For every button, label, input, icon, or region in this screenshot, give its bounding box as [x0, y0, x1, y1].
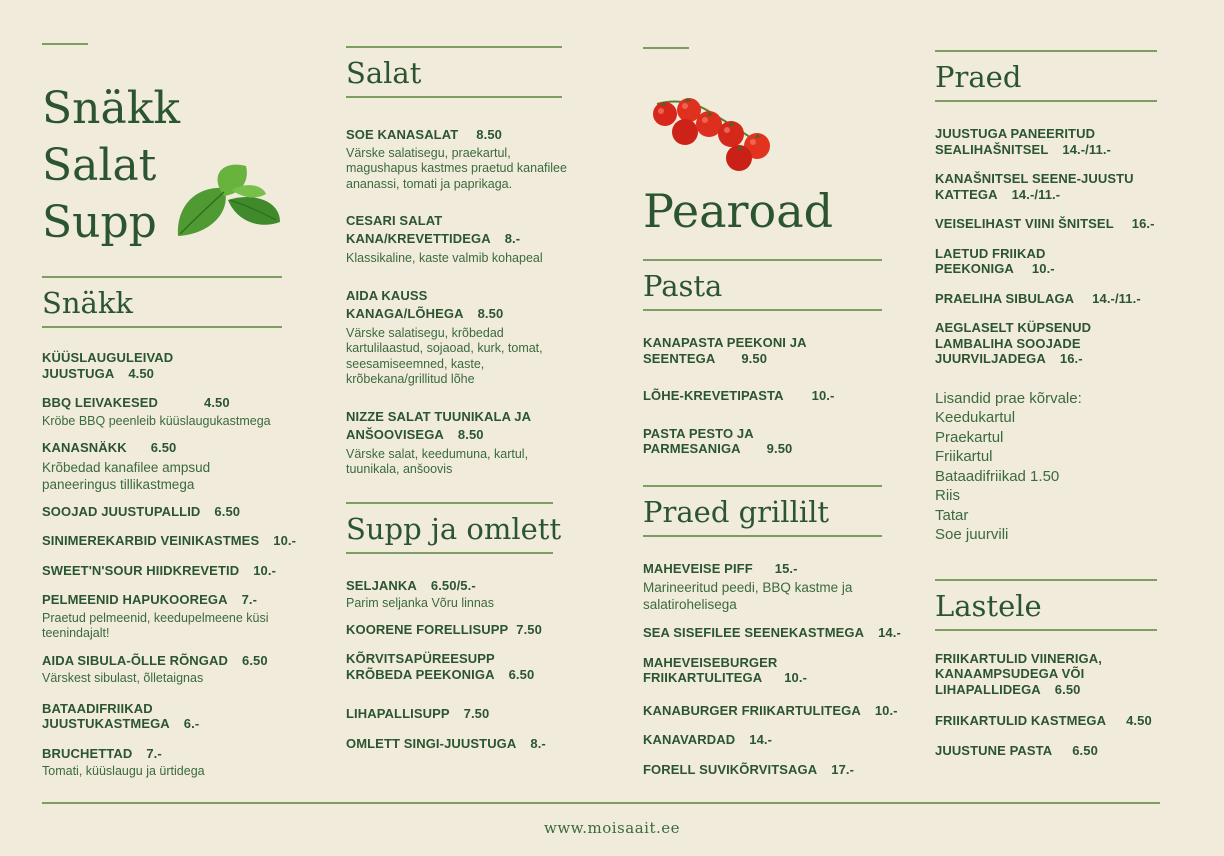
item-price: 14.-	[749, 732, 773, 747]
item-name: JUUSTUNE PASTA	[935, 742, 1053, 758]
side-item: Praekartul	[935, 428, 1004, 446]
item-price: 6.50	[241, 652, 268, 668]
menu-item	[42, 746, 284, 780]
item-price: 10.-	[273, 533, 297, 548]
item-name: JUUSTUGA PANEERITUD SEALIHAŠNITSEL	[935, 126, 1096, 157]
menu-item	[935, 126, 1167, 157]
menu-item	[643, 655, 885, 686]
item-name: AIDA KAUSS KANAGA/LÕHEGA	[346, 287, 464, 321]
item-name: SELJANKA	[346, 577, 417, 593]
grill-bottom-rule	[643, 535, 882, 537]
menu-item	[346, 736, 571, 752]
item-price: 6.50	[150, 440, 177, 455]
item-name: KÕRVITSAPÜREESUPP KRÕBEDA PEEKONIGA	[346, 651, 495, 682]
intro-title-3: Supp	[42, 197, 157, 248]
item-name: LIHAPALLISUPP	[346, 706, 450, 721]
column-4	[935, 0, 1167, 772]
item-price: 6.50/5.-	[430, 577, 476, 593]
menu-item	[935, 246, 1167, 277]
item-desc: Värskest sibulast, õlletaignas	[42, 671, 204, 685]
item-name: MAHEVEISE PIFF	[643, 560, 753, 576]
menu-item	[42, 653, 284, 687]
item-price: 14.-/11.-	[1011, 186, 1061, 202]
item-desc: Värske salatisegu, praekartul, magushapus kastmes praetud kanafilee ananassi, tomati ja paprikaga.	[346, 145, 567, 191]
intro-block	[42, 80, 284, 276]
item-price: 6.50	[1072, 742, 1098, 758]
menu-item	[42, 504, 284, 520]
item-name: CESARI SALAT KANA/KREVETTIDEGA	[346, 213, 491, 246]
column-3	[643, 0, 901, 791]
praed-title: Praed	[935, 60, 1022, 94]
item-name: KOORENE FORELLISUPP	[346, 621, 509, 637]
item-price: 17.-	[831, 761, 855, 777]
menu-item	[42, 440, 284, 493]
menu-item	[643, 561, 885, 614]
menu-item	[935, 320, 1167, 367]
menu-item	[346, 706, 571, 722]
item-price: 8.50	[477, 305, 504, 321]
column-1	[42, 0, 297, 794]
footer-rule	[42, 802, 1160, 804]
item-price: 16.-	[1059, 351, 1083, 366]
item-name: MAHEVEISEBURGER FRIIKARTULITEGA	[643, 654, 778, 685]
side-item: Riis	[935, 487, 960, 504]
grill-title: Praed grillilt	[643, 494, 830, 529]
footer-url[interactable]: www.moisaait.ee	[544, 819, 680, 837]
menu-item	[643, 388, 885, 404]
item-name: KANABURGER FRIIKARTULITEGA	[643, 702, 861, 718]
item-price: 14.-/11.-	[1062, 141, 1111, 157]
item-desc: Värske salatisegu, krõbedad kartulilaastud, sojaoad, kurk, tomat, seesamiseemned, kaste, krõbekana/grillitud lõhe	[346, 325, 543, 386]
item-price: 4.50	[1126, 713, 1152, 728]
lastele-title: Lastele	[935, 588, 1042, 623]
item-name: AIDA SIBULA-ÕLLE RÕNGAD	[42, 652, 228, 668]
side-item: Soe juurvili	[935, 526, 1009, 543]
item-price: 8.50	[457, 426, 484, 442]
menu-item	[643, 732, 885, 748]
menu-item	[42, 350, 284, 381]
item-price: 10.-	[811, 388, 835, 403]
item-price: 9.50	[741, 350, 768, 366]
item-price: 7.50	[463, 706, 490, 721]
item-desc: Värske salat, keedumuna, kartul, tuunikala, anšoovis	[346, 446, 529, 476]
item-price: 8.-	[530, 735, 546, 751]
item-name: SEA SISEFILEE SEENEKASTMEGA	[643, 625, 865, 640]
item-desc: Klassikaline, kaste valmib kohapeal	[346, 251, 543, 265]
accent-rule	[643, 47, 689, 49]
side-item: Keedukartul	[935, 409, 1016, 426]
item-name: BBQ LEIVAKESED	[42, 395, 159, 410]
basil-icon	[172, 160, 284, 242]
menu-item	[346, 212, 571, 267]
item-name: AEGLASELT KÜPSENUD LAMBALIHA SOOJADE JUURVILJADEGA	[935, 320, 1092, 366]
column-2	[346, 0, 571, 765]
menu-item	[643, 762, 885, 778]
item-desc: Kröbe BBQ peenleib küüslaugukastmega	[42, 413, 271, 428]
item-name: FRIIKARTULID VIINERIGA, KANAAMPSUDEGA VÕI LIHAPALLIDEGA	[935, 650, 1102, 697]
item-name: FRIIKARTULID KASTMEGA	[935, 713, 1107, 728]
item-price: 7.-	[241, 592, 258, 607]
item-price: 6.-	[183, 716, 200, 731]
menu-item	[346, 651, 571, 682]
side-item: Bataadifriikad 1.50	[935, 467, 1060, 485]
item-desc: Parim seljanka Võru linnas	[346, 596, 494, 610]
menu-item	[935, 171, 1167, 202]
menu-item	[42, 701, 284, 732]
item-price: 8.50	[476, 127, 502, 142]
sides-title: Lisandid prae kõrvale:	[935, 389, 1082, 407]
item-price: 6.50	[1054, 681, 1081, 697]
item-name: KÜÜSLAUGULEIVAD JUUSTUGA	[42, 350, 174, 381]
menu-item	[935, 651, 1167, 698]
pasta-title: Pasta	[643, 269, 723, 303]
item-name: NIZZE SALAT TUUNIKALA JA ANŠOOVISEGA	[346, 408, 531, 442]
item-name: VEISELIHAST VIINI ŠNITSEL	[935, 216, 1114, 231]
menu-item	[643, 625, 901, 641]
item-name: LAETUD FRIIKAD PEEKONIGA	[935, 245, 1046, 276]
menu-item	[643, 335, 885, 366]
menu-item	[935, 216, 1167, 232]
item-price: 4.50	[128, 365, 155, 381]
salat-bottom-rule	[346, 96, 562, 98]
menu-item	[346, 622, 571, 638]
item-price: 10.-	[1031, 261, 1055, 276]
item-name: SWEET'N'SOUR HIIDKREVETID	[42, 562, 240, 578]
item-name: KANAPASTA PEEKONI JA SEENTEGA	[643, 335, 807, 366]
item-desc: Praetud pelmeenid, keedupelmeene küsi teenindajalt!	[42, 610, 269, 640]
supp-title: Supp ja omlett	[346, 511, 562, 546]
item-name: SOOJAD JUUSTUPALLID	[42, 503, 201, 519]
item-name: KANASNÄKK	[42, 440, 127, 455]
item-price: 4.50	[204, 395, 230, 410]
item-name: LÕHE-KREVETIPASTA	[643, 388, 784, 403]
tomatoes-icon	[647, 92, 773, 178]
pearoad-title: Pearoad	[643, 184, 834, 238]
side-item: Tatar	[935, 506, 969, 524]
item-desc: Krõbedad kanafilee ampsud paneeringus tillikastmega	[42, 459, 211, 492]
item-name: SINIMEREKARBID VEINIKASTMES	[42, 533, 260, 548]
item-price: 7.-	[146, 745, 162, 761]
menu-item	[42, 533, 297, 549]
item-name: BRUCHETTAD	[42, 745, 133, 761]
item-price: 10.-	[784, 670, 808, 685]
item-price: 9.50	[766, 441, 793, 456]
menu-item	[42, 592, 284, 642]
menu-item	[643, 426, 885, 457]
supp-bottom-rule	[346, 552, 553, 554]
item-price: 7.50	[516, 621, 542, 637]
item-name: KANAVARDAD	[643, 732, 736, 747]
pasta-bottom-rule	[643, 309, 882, 311]
item-name: PASTA PESTO JA PARMESANIGA	[643, 425, 754, 456]
menu-item	[42, 395, 284, 429]
menu-item	[346, 127, 571, 192]
menu-item	[42, 563, 284, 579]
intro-title-2: Salat	[42, 140, 157, 191]
side-item: Friikartul	[935, 448, 993, 465]
menu-item	[346, 287, 571, 388]
item-price: 6.50	[214, 503, 241, 519]
item-name: OMLETT SINGI-JUUSTUGA	[346, 735, 517, 751]
item-name: KANAŠNITSEL SEENE-JUUSTU KATTEGA	[935, 171, 1134, 202]
item-price: 14.-/11.-	[1092, 290, 1141, 306]
item-name: PRAELIHA SIBULAGA	[935, 290, 1075, 306]
menu-item	[935, 713, 1167, 729]
item-name: BATAADIFRIIKAD JUUSTUKASTMEGA	[42, 700, 170, 731]
item-price: 6.50	[508, 666, 535, 682]
item-price: 8.-	[504, 231, 521, 246]
snakk-title: Snäkk	[42, 286, 133, 320]
item-price: 16.-	[1131, 216, 1155, 231]
menu-item	[346, 578, 571, 612]
item-name: SOE KANASALAT	[346, 127, 459, 142]
item-name: PELMEENID HAPUKOOREGA	[42, 592, 228, 607]
menu-item	[935, 291, 1167, 307]
praed-bottom-rule	[935, 100, 1157, 102]
item-price: 15.-	[774, 560, 798, 576]
item-price: 14.-	[878, 625, 901, 640]
item-price: 10.-	[253, 562, 277, 578]
lastele-bottom-rule	[935, 629, 1157, 631]
item-desc: Tomati, küüslaugu ja ürtidega	[42, 764, 205, 778]
item-price: 10.-	[874, 702, 898, 718]
menu-item	[935, 743, 1167, 759]
menu-item	[643, 702, 898, 719]
intro-title-1: Snäkk	[42, 83, 181, 134]
item-name: FORELL SUVIKÕRVITSAGA	[643, 761, 818, 777]
accent-rule	[42, 43, 88, 45]
menu-item	[346, 408, 571, 478]
salat-title: Salat	[346, 56, 422, 90]
snakk-bottom-rule	[42, 326, 282, 328]
item-desc: Marineeritud peedi, BBQ kastme ja salatirohelisega	[643, 580, 853, 612]
